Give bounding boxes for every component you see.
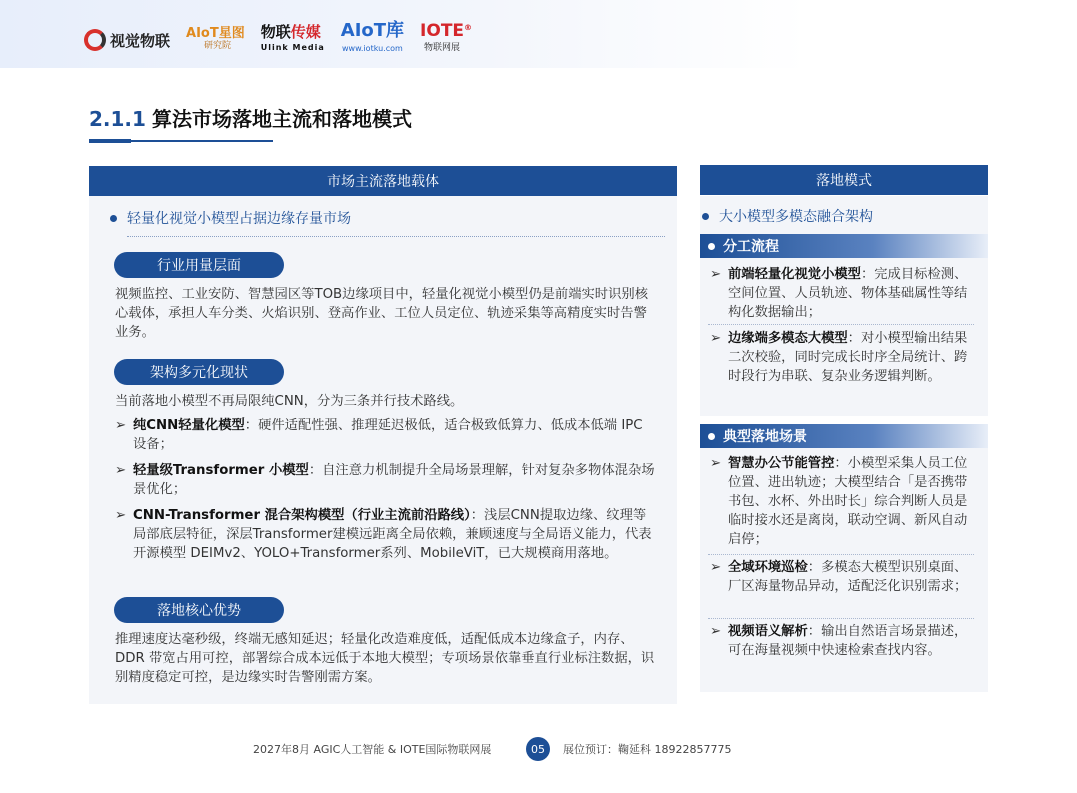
left-lead-text: 轻量化视觉小模型占据边缘存量市场 — [127, 211, 351, 227]
item-title: CNN-Transformer 混合架构模型（行业主流前沿路线） — [133, 508, 471, 523]
bullet-icon — [708, 243, 715, 250]
item-text: ：浅层CNN提取边缘、纹理等局部底层特征，深层Transformer建模远距离全局依赖，兼顾速度与全局语义能力，代表开源模型 DEIMv2、YOLO+Transformer系列、MobileViT，已大规模商用落地。 — [133, 508, 652, 561]
section-pill-architecture: 架构多元化现状 — [114, 359, 284, 385]
logo-text: IOTE — [420, 21, 465, 41]
item-title: 边缘端多模态大模型 — [728, 331, 848, 346]
section-pill-usage: 行业用量层面 — [114, 252, 284, 278]
architecture-intro: 当前落地小模型不再局限纯CNN，分为三条并行技术路线。 — [115, 394, 464, 409]
item-text: ：输出自然语言场景描述，可在海量视频中快速检索查找内容。 — [728, 624, 968, 658]
usage-paragraph: 视频监控、工业安防、智慧园区等TOB边缘项目中，轻量化视觉小模型仍是前端实时识别核心载体，承担人车分类、火焰识别、登高作业、工位人员定位、轨迹采集等高精度实时告警业务。 — [115, 287, 648, 340]
logo-aiot-ku[interactable] — [341, 22, 404, 58]
dotted-divider — [708, 554, 974, 555]
chevron-right-icon: ➢ — [710, 560, 722, 575]
left-column-header: 市场主流落地载体 — [89, 166, 677, 196]
subhead-workflow — [700, 234, 988, 258]
item-title: 轻量级Transformer 小模型 — [133, 463, 309, 478]
architecture-item — [115, 506, 655, 563]
page-title — [89, 103, 412, 132]
scenario-item — [708, 454, 974, 549]
logo-strip — [84, 20, 473, 60]
logo-subtext: www.iotku.com — [342, 44, 403, 53]
chevron-right-icon: ➢ — [115, 508, 127, 523]
item-title: 智慧办公节能管控 — [728, 456, 835, 471]
dotted-divider — [127, 236, 665, 237]
scenario-item — [708, 558, 974, 596]
chevron-right-icon: ➢ — [710, 331, 722, 346]
logo-wulian-chuanmei[interactable] — [261, 25, 325, 55]
page-number: 05 — [526, 737, 550, 761]
item-text: ：对小模型输出结果二次校验，同时完成长时序全局统计、跨时段行为串联、复杂业务逻辑判断。 — [728, 331, 968, 384]
logo-iote[interactable] — [420, 21, 473, 57]
logo-text: AIoT库 — [340, 20, 405, 41]
item-text: ：硬件适配性强、推理延迟极低，适合极致低算力、低成本低端 IPC 设备； — [133, 418, 643, 452]
title-underline-accent — [89, 139, 131, 143]
subhead-text: 典型落地场景 — [723, 429, 807, 445]
item-text: ：自注意力机制提升全局场景理解，针对复杂多物体混杂场景优化； — [133, 463, 655, 497]
logo-text: 物联 — [260, 23, 291, 41]
item-title: 纯CNN轻量化模型 — [133, 418, 245, 433]
item-title: 前端轻量化视觉小模型 — [728, 267, 861, 282]
logo-text-highlight: 传媒 — [290, 23, 321, 41]
chevron-right-icon: ➢ — [115, 463, 127, 478]
architecture-item — [115, 461, 655, 499]
subhead-text: 分工流程 — [723, 239, 779, 255]
right-lead — [702, 206, 873, 226]
workflow-item — [708, 265, 974, 322]
logo-subtext: 物联网展 — [424, 43, 461, 53]
advantages-paragraph: 推理速度达毫秒级，终端无感知延迟；轻量化改造难度低，适配低成本边缘盒子，内存、DDR 带宽占用可控，部署综合成本远低于本地大模型；专项场景依靠垂直行业标注数据，识别精度稳定可控，是边缘实时告警刚需方案。 — [115, 632, 655, 685]
item-text: ：多模态大模型识别桌面、厂区海量物品异动，适配泛化识别需求； — [728, 560, 968, 594]
right-column-header: 落地模式 — [700, 165, 988, 195]
subhead-scenarios — [700, 424, 988, 448]
architecture-item — [115, 416, 655, 454]
workflow-item — [708, 329, 974, 386]
item-title: 视频语义解析 — [728, 624, 808, 639]
chevron-right-icon: ➢ — [115, 418, 127, 433]
section-title-text: 算法市场落地主流和落地模式 — [151, 107, 412, 131]
left-lead — [110, 208, 351, 228]
bullet-icon — [702, 213, 709, 220]
chevron-right-icon: ➢ — [710, 267, 722, 282]
logo-text: AIoT星图 — [186, 26, 245, 41]
chevron-right-icon: ➢ — [710, 624, 722, 639]
item-text: ：小模型采集人员工位位置、进出轨迹；大模型结合「是否携带书包、水杯、外出时长」综合判断人员是临时接水还是离岗，联动空调、新风自动启停； — [728, 456, 968, 547]
logo-subtext: 研究院 — [204, 41, 232, 51]
scenario-item — [708, 622, 974, 660]
registered-mark: ® — [464, 23, 473, 32]
chevron-right-icon: ➢ — [710, 456, 722, 471]
logo-subtext: Ulink Media — [260, 43, 325, 52]
item-text: ：完成目标检测、空间位置、人员轨迹、物体基础属性等结构化数据输出； — [728, 267, 968, 320]
section-pill-advantages: 落地核心优势 — [114, 597, 284, 623]
dotted-divider — [708, 324, 974, 325]
logo-aiot-xingtu[interactable] — [186, 27, 245, 53]
bullet-icon — [708, 433, 715, 440]
section-number: 2.1.1 — [89, 107, 146, 131]
item-title: 全域环境巡检 — [728, 560, 808, 575]
logo-shijue-wulian[interactable] — [84, 29, 170, 51]
right-lead-text: 大小模型多模态融合架构 — [719, 209, 873, 225]
dotted-divider — [708, 618, 974, 619]
footer-booking-contact: 展位预订：鞠延科 18922857775 — [563, 743, 732, 756]
shijue-logo-icon — [84, 29, 106, 51]
footer-event-info: 2027年8月 AGIC人工智能 & IOTE国际物联网展 — [253, 743, 492, 756]
logo-text: 视觉物联 — [110, 31, 171, 50]
bullet-icon — [110, 215, 117, 222]
